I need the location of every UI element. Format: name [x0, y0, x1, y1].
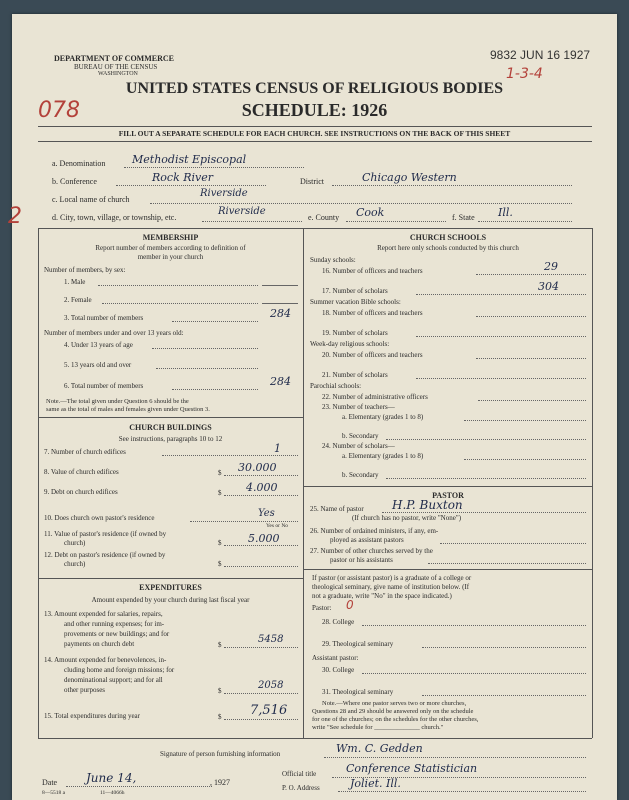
form-subtitle: SCHEDULE: 1926 — [241, 100, 388, 120]
city-label-field: d. City, town, village, or township, etc. — [52, 213, 177, 222]
date-year: , 1927 — [210, 778, 230, 787]
q25-value: H.P. Buxton — [392, 498, 463, 512]
q12-residence-debt: 12. Debt on pastor's residence (if owned by — [44, 551, 166, 559]
graduate-instructions: If pastor (or assistant pastor) is a graduate of a college or — [312, 574, 472, 582]
date-value: June 14, — [86, 771, 137, 785]
schools-title: CHURCH SCHOOLS — [409, 233, 487, 242]
official-title-value: Conference Statistician — [346, 762, 478, 775]
q15-total: 15. Total expenditures during year — [44, 712, 140, 720]
q3-value: 284 — [270, 307, 291, 320]
q17-value: 304 — [538, 280, 559, 293]
expenditures-desc: Amount expended by your church during last fiscal year — [91, 596, 250, 604]
q4-under-13: 4. Under 13 years of age — [64, 341, 133, 349]
county-value: Cook — [356, 206, 385, 219]
q23-teachers: 23. Number of teachers— — [322, 403, 395, 411]
city-label: WASHINGTON — [98, 71, 138, 77]
q13-value: 5458 — [258, 634, 284, 645]
state-value: Ill. — [498, 206, 513, 219]
q16-value: 29 — [544, 260, 558, 273]
q14-benevolences: 14. Amount expended for benevolences, in- — [44, 656, 167, 664]
expenditures-title: EXPENDITURES — [139, 583, 202, 592]
membership-note-2: same as the total of males and females given under Question 3. — [46, 406, 210, 413]
q5-over-13: 5. 13 years old and over — [64, 361, 132, 369]
pastor-note: Note.—Where one pastor serves two or more churches, — [322, 700, 467, 707]
q1-male: 1. Male — [64, 278, 86, 286]
department-label: DEPARTMENT OF COMMERCE — [54, 54, 175, 63]
q16-officers: 16. Number of officers and teachers — [322, 267, 423, 275]
membership-note-1: Note.—The total given under Question 6 should be the — [46, 398, 189, 405]
code-mark: 1-3-4 — [506, 66, 543, 82]
q18-officers: 18. Number of officers and teachers — [322, 309, 423, 317]
q6-value: 284 — [270, 375, 291, 388]
buildings-desc: See instructions, paragraphs 10 to 12 — [118, 435, 223, 443]
q7-value: 1 — [274, 442, 281, 455]
q27-other-churches: 27. Number of other churches served by the — [310, 547, 433, 555]
conference-label: b. Conference — [52, 177, 97, 186]
q9-debt: 9. Debt on church edifices — [44, 488, 118, 496]
q26-ministers: 26. Number of ordained ministers, if any, em- — [310, 527, 439, 535]
q31-seminary: 31. Theological seminary — [322, 688, 394, 696]
q8-value-edifices: 8. Value of church edifices — [44, 468, 119, 476]
q17-scholars: 17. Number of scholars — [322, 287, 388, 295]
district-value: Chicago Western — [362, 171, 457, 184]
q19-scholars: 19. Number of scholars — [322, 329, 388, 337]
city-value: Riverside — [218, 206, 266, 217]
conference-value: Rock River — [152, 171, 214, 184]
q10-value: Yes — [258, 508, 275, 519]
date-label: Date — [42, 778, 58, 787]
buildings-title: CHURCH BUILDINGS — [129, 423, 212, 432]
q8-value: 30.000 — [238, 461, 277, 474]
membership-desc-2: member in your church — [137, 253, 204, 261]
q11-residence-value: 11. Value of pastor's residence (if owned by — [44, 530, 167, 538]
q3-total: 3. Total number of members — [64, 314, 144, 322]
members-by-sex: Number of members, by sex: — [44, 266, 126, 274]
q28-college: 28. College — [322, 618, 355, 626]
form-title: UNITED STATES CENSUS OF RELIGIOUS BODIES — [125, 80, 504, 97]
q14-value: 2058 — [258, 680, 284, 691]
state-label: f. State — [452, 213, 475, 222]
q10-residence: 10. Does church own pastor's residence — [44, 514, 155, 522]
denomination-value: Methodist Episcopal — [132, 153, 247, 166]
county-label: e. County — [308, 213, 340, 222]
local-name-value: Riverside — [200, 188, 248, 199]
q15-value: 7,516 — [250, 703, 288, 718]
schools-desc: Report here only schools conducted by this church — [377, 244, 519, 252]
print-number: 11—4066h — [100, 790, 125, 796]
address-label: P. O. Address — [282, 784, 320, 792]
form-instruction: FILL OUT A SEPARATE SCHEDULE FOR EACH CHURCH. SEE INSTRUCTIONS ON THE BACK OF THIS SHEET — [118, 129, 511, 138]
q13-running: 13. Amount expended for salaries, repairs, — [44, 610, 163, 618]
bureau-label: BUREAU OF THE CENSUS — [74, 63, 158, 71]
pastor-mark: 0 — [346, 598, 354, 612]
q30-college: 30. College — [322, 666, 355, 674]
pastor-title: PASTOR — [432, 491, 464, 500]
q25-name: 25. Name of pastor — [310, 505, 364, 513]
red-number: 078 — [38, 98, 80, 123]
q11-value: 5.000 — [248, 532, 280, 545]
q7-edifices: 7. Number of church edifices — [44, 448, 126, 456]
q6-total: 6. Total number of members — [64, 382, 144, 390]
q29-seminary: 29. Theological seminary — [322, 640, 394, 648]
local-name-label: c. Local name of church — [52, 195, 130, 204]
membership-desc-1: Report number of members according to definition of — [95, 244, 246, 252]
age-heading: Number of members under and over 13 years old: — [44, 329, 184, 337]
membership-title: MEMBERSHIP — [142, 233, 199, 242]
address-value: Joliet. Ill. — [350, 777, 401, 790]
district-label: District — [300, 177, 324, 186]
form-number: 8—5518 a — [42, 790, 66, 796]
q22-admin: 22. Number of administrative officers — [322, 393, 428, 401]
margin-mark: 2 — [8, 204, 22, 229]
official-title-label: Official title — [282, 770, 317, 778]
census-schedule-form: DEPARTMENT OF COMMERCE BUREAU OF THE CENSUS WASHINGTON 9832 JUN 16 1927 1-3-4 078 2 UNITED STATES CENSUS OF RELIGIOUS BODIES SCHEDULE: 1926 FILL OUT A SEPARATE SCHEDULE FOR EACH CHURCH. SEE INSTRUCTIONS ON THE BACK OF THIS SHEET a. Denomination Methodist Episcopal b. Conference Rock River District Chicago Western c. Local name of church Riverside d. City, town, village, or township, etc. Riverside e. County Cook f. State Ill. MEMBERSHIP Report number of members according to definition of member in your church Number of members, by sex: 1. Male 2. Female 3. Total number of members 284 Number of members under and over 13 years old: 4. Under 13 years of age 5. 13 years old and over 6. Total number of members 284 Note.—The total given under Question 6 should be the same as the total of males and females given under Question 3. CHURCH BUILDINGS See instructions, paragraphs 10 to 12 7. Number of church edifices 1 8. Value of church edifices $ 30.000 9. Debt on church edifices $ 4.000 10. Does church own pastor's residence Yes Yes or No 11. Value of pastor's residence (if owned by church) $ 5.000 12. Debt on pastor's residence (if owned by church) $ EXPENDITURES Amount expended by your church during last fiscal year 13. Amount expended for salaries, repairs, and other running expenses; for im- provements or new buildings; and for payments on church debt $ 5458 14. Amount expended for benevolences, in- cluding home and foreign missions; for denominational support; and for all other purposes $ 2058 15. Total expenditures during year $ 7,516 CHURCH SCHOOLS Report here only schools conducted by this church Sunday schools: 16. Number of officers and teachers 29 17. Number of scholars 304 Summer vacation Bible schools: 18. Number of officers and teachers 19. Number of scholars Week-day religious schools: 20. Number of officers and teachers 21. Number of scholars Parochial schools: 22. Number of administrative officers 23. Number of teachers— a. Elementary (grades 1 to 8) b. Secondary 24. Number of scholars— a. Elementary (grades 1 to 8) b. Secondary PASTOR 25. Name of pastor H.P. Buxton (If church has no pastor, write "None") 26. Number of ordained ministers, if any, em- ployed as assistant pastors 27. Number of other churches served by the pastor or his assistants If pastor (or assistant pastor) is a graduate of a college or theological seminary, give name of institution below. (If not a graduate, write "No" in the space indicated.) Pastor: 0 28. College 29. Theological seminary Assistant pastor: 30. College 31. Theological seminary Note.—Where one pastor serves two or more churches, Questions 28 and 29 should be answered only on the schedule for one of the churches; on the schedules for the other churches, write "See schedule for ______________ church." Signature of person furnishing information Wm. C. Gedden Official title Conference Statistician Date June 14, , 1927 8—5518 a 11—4066h P. O. Address Joliet. Ill. — [12, 14, 617, 800]
q21-scholars: 21. Number of scholars — [322, 371, 388, 379]
q2-female: 2. Female — [64, 296, 92, 304]
q9-value: 4.000 — [246, 481, 278, 494]
signature-value: Wm. C. Gedden — [336, 742, 423, 755]
denomination-label: a. Denomination — [52, 159, 106, 168]
q24-scholars: 24. Number of scholars— — [322, 442, 395, 450]
signature-label: Signature of person furnishing information — [160, 750, 281, 758]
q10-hint: Yes or No — [266, 523, 289, 529]
q20-officers: 20. Number of officers and teachers — [322, 351, 423, 359]
received-stamp: 9832 JUN 16 1927 — [490, 48, 591, 62]
